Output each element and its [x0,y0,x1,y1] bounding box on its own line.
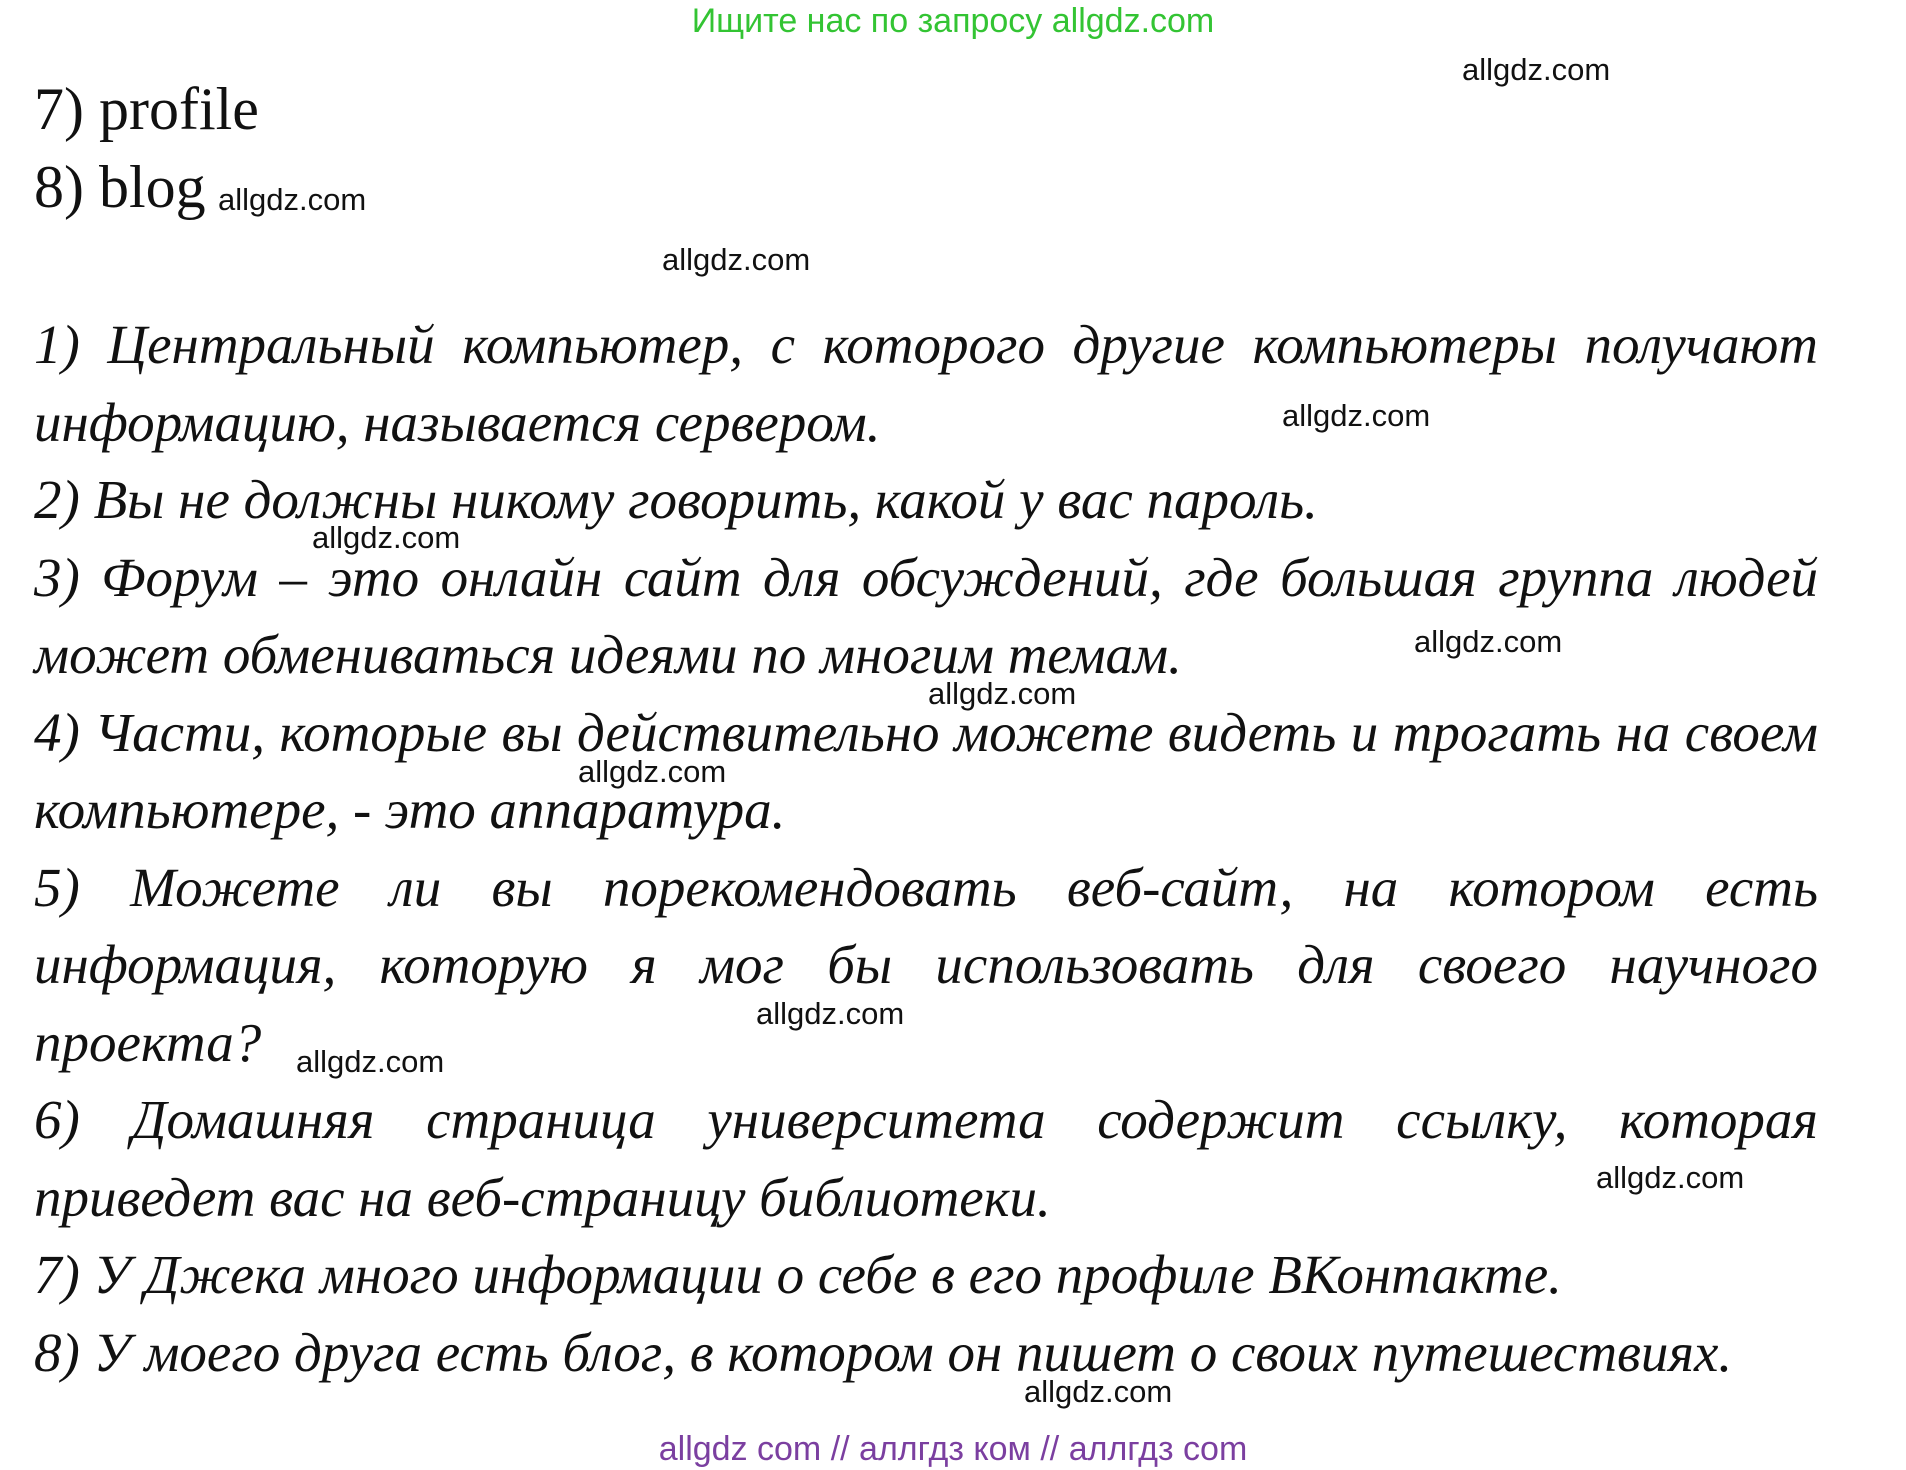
watermark: allgdz.com [578,754,727,789]
translation-item-2: 2) Вы не должны никому говорить, какой у вас пароль. [34,469,1318,530]
translations-list [34,306,1818,1391]
watermark: allgdz.com [1282,398,1431,433]
translation-item-6: 6) Домашняя страница университета содержит ссылку, которая приведет вас на веб-страницу библиотеки. [34,1089,1818,1228]
watermark: allgdz.com [1024,1374,1173,1409]
watermark: allgdz.com [218,182,367,217]
bottom-banner: allgdz com // аллгдз ком // аллгдз com [658,1430,1248,1468]
translation-item-7: 7) У Джека много информации о себе в его профиле ВКонтакте. [34,1244,1562,1305]
watermark: allgdz.com [296,1044,445,1079]
vocab-item-profile: 7) profile [34,76,259,142]
translation-item-3: 3) Форум – это онлайн сайт для обсуждений, где большая группа людей может обмениваться идеями по многим темам. [34,546,1818,685]
watermark: allgdz.com [756,996,905,1031]
top-banner: Ищите нас по запросу allgdz.com [691,2,1215,40]
watermark: allgdz.com [1462,52,1611,87]
translation-item-5: 5) Можете ли вы порекомендовать веб-сайт, на котором есть информация, которую я мог бы использовать для своего научного проекта? [34,856,1818,1073]
watermark: allgdz.com [662,242,811,277]
vocab-item-blog: 8) blog [34,154,206,220]
translation-item-8: 8) У моего друга есть блог, в котором он пишет о своих путешествиях. [34,1321,1733,1383]
watermark: allgdz.com [928,676,1077,711]
watermark: allgdz.com [312,520,461,555]
translation-item-1: 1) Центральный компьютер, с которого другие компьютеры получают информацию, называется сервером. [34,314,1818,453]
translation-item-4: 4) Части, которые вы действительно можете видеть и трогать на своем компьютере, - это аппаратура. [34,701,1818,840]
watermark: allgdz.com [1414,624,1563,659]
watermark: allgdz.com [1596,1160,1745,1195]
